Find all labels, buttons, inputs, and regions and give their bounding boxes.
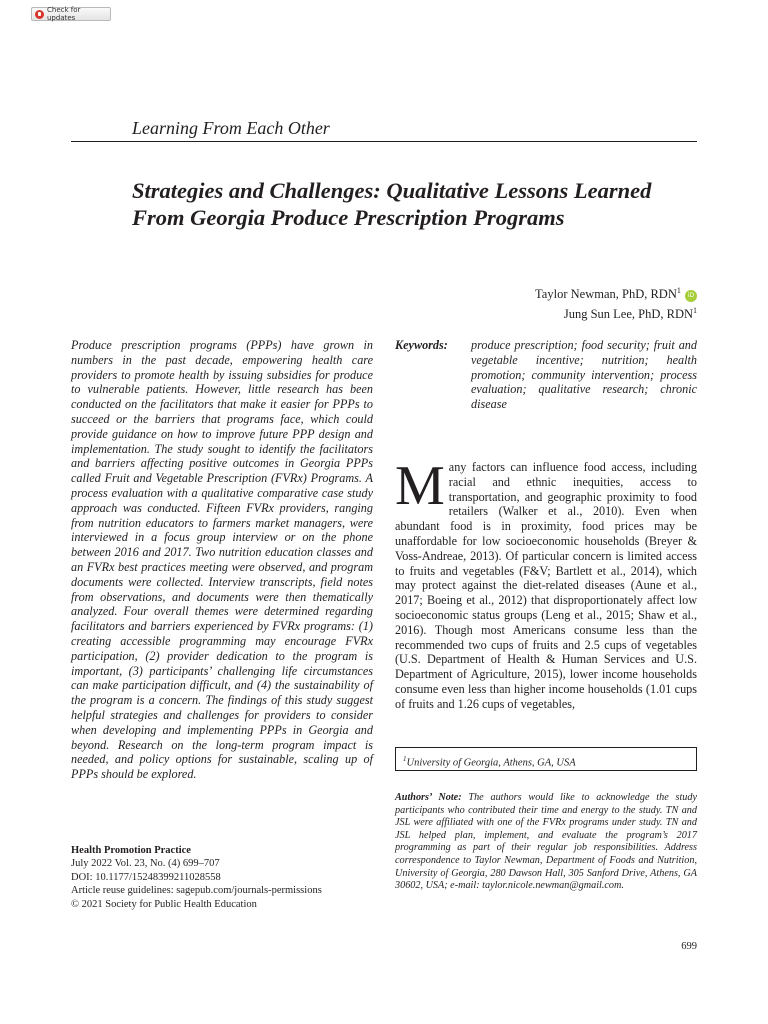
author-list [535, 283, 697, 322]
author-name: Jung Sun Lee, PhD, RDN [563, 306, 693, 321]
author-name: Taylor Newman, PhD, RDN [535, 287, 677, 302]
keywords-label: Keywords: [395, 338, 448, 352]
body-paragraph: any factors can influence food access, including racial and ethnic inequities, access to transportation, and geographic proximity to food retailers (Walker et al., 2010). Even when abundant food is in proximity, food prices may be unaffordable for low socioeconomic households (Breyer & Voss-Andreae, 2013). Of particular concern is limited access to fruits and vegetables (F&V; Bartlett et al., 2014), which may protect against the diet-related diseases (Aune et al., 2017; Boeing et al., 2012) that disproportionately affect low socioeconomic status groups (Leng et al., 2015; Shaw et al., 2016). Though most Americans consume less than the recommended two cups of fruits and 2.5 cups of vegetables (U.S. Department of Health & Human Services and U.S. Department of Agriculture, 2015), lower income households consume even less than higher income households (1.01 cups of fruits and 1.26 cups of vegetables, [395, 460, 697, 711]
keywords-text: produce prescription; food security; fruit and vegetable incentive; nutrition; health promotion; community intervention; process evaluation; qualitative research; chronic disease [471, 338, 697, 412]
author-2 [535, 303, 697, 323]
authors-note-text: The authors would like to acknowledge the study participants who contributed their time and energy to the study. TN and JSL were affiliated with one of the FVRx programs under study. TN and JSL helped plan, implement, and evaluate the program’s 2017 programming as part of their regular job responsibilities. Address correspondence to Taylor Newman, Department of Foods and Nutrition, University of Georgia, 280 Dawson Hall, 305 Sanford Drive, Athens, GA 30602, USA; e-mail: taylor.nicole.newman@gmail.com. [395, 792, 698, 892]
check-for-updates-icon [35, 10, 44, 19]
journal-name: Health Promotion Practice [71, 845, 191, 856]
section-title: Learning From Each Other [132, 118, 330, 138]
check-for-updates-badge[interactable] [31, 7, 111, 21]
orcid-icon[interactable]: iD [685, 290, 697, 302]
page-number: 699 [681, 941, 697, 952]
abstract: Produce prescription programs (PPPs) have grown in numbers in the past decade, empowering health care providers to promote health by issuing subsidies for produce to vulnerable patients. However, little research has been conducted on the facilitators that make it easier for PPPs to succeed or the barriers that programs face, which could provide guidance on how to improve future PPP design and implementation. The study sought to identify the facilitators and barriers affecting positive outcomes in Georgia PPPs called Fruit and Vegetable Prescription (FVRx) Programs. A process evaluation with a qualitative comparative case study approach was conducted. Fifteen FVRx providers, ranging from nutrition educators to farmers market managers, were interviewed in a focus group interview or on the phone between 2016 and 2017. Two nutrition education classes and an FVRx best practices meeting were observed, and program documents were collected. Interview transcripts, field notes from observations, and documents were then thematically analyzed. Four overall themes were determined regarding facilitators and barriers experienced by FVRx programs: (1) creating accessible programming may encourage FVRx participation, (2) provider dedication to the program is important, (3) participants’ challenging life circumstances can make participation difficult, and (4) the sustainability of the program is a concern. The findings of this study suggest helpful strategies and challenges for providers to consider when developing and implementing PPPs in Georgia and beyond. Research on the long-term program impact is needed, and policy options for sustainable, scaling up of PPPs should be explored. [71, 338, 373, 782]
journal-doi[interactable]: DOI: 10.1177/15248399211028558 [71, 871, 221, 883]
author-1 [535, 283, 697, 303]
journal-reuse[interactable]: Article reuse guidelines: sagepub.com/journals-permissions [71, 885, 322, 897]
affiliation-box [395, 747, 697, 771]
section-divider [71, 141, 697, 142]
affiliation-marker: 1 [403, 755, 407, 763]
journal-issue: July 2022 Vol. 23, No. (4) 699–707 [71, 858, 220, 870]
affiliation-text: University of Georgia, Athens, GA, USA [406, 757, 576, 769]
keywords [395, 338, 697, 412]
author-affiliation-marker: 1 [676, 286, 681, 295]
authors-note [395, 792, 697, 893]
drop-cap: M [395, 455, 445, 517]
authors-note-label: Authors’ Note: [395, 792, 462, 803]
journal-info [71, 844, 371, 911]
check-for-updates-label: Check for updates [47, 6, 81, 22]
journal-copyright: © 2021 Society for Public Health Education [71, 898, 257, 910]
body-text [395, 455, 697, 712]
article-title: Strategies and Challenges: Qualitative Lessons Learned From Georgia Produce Prescription Programs [132, 178, 652, 230]
author-affiliation-marker: 1 [693, 305, 697, 315]
